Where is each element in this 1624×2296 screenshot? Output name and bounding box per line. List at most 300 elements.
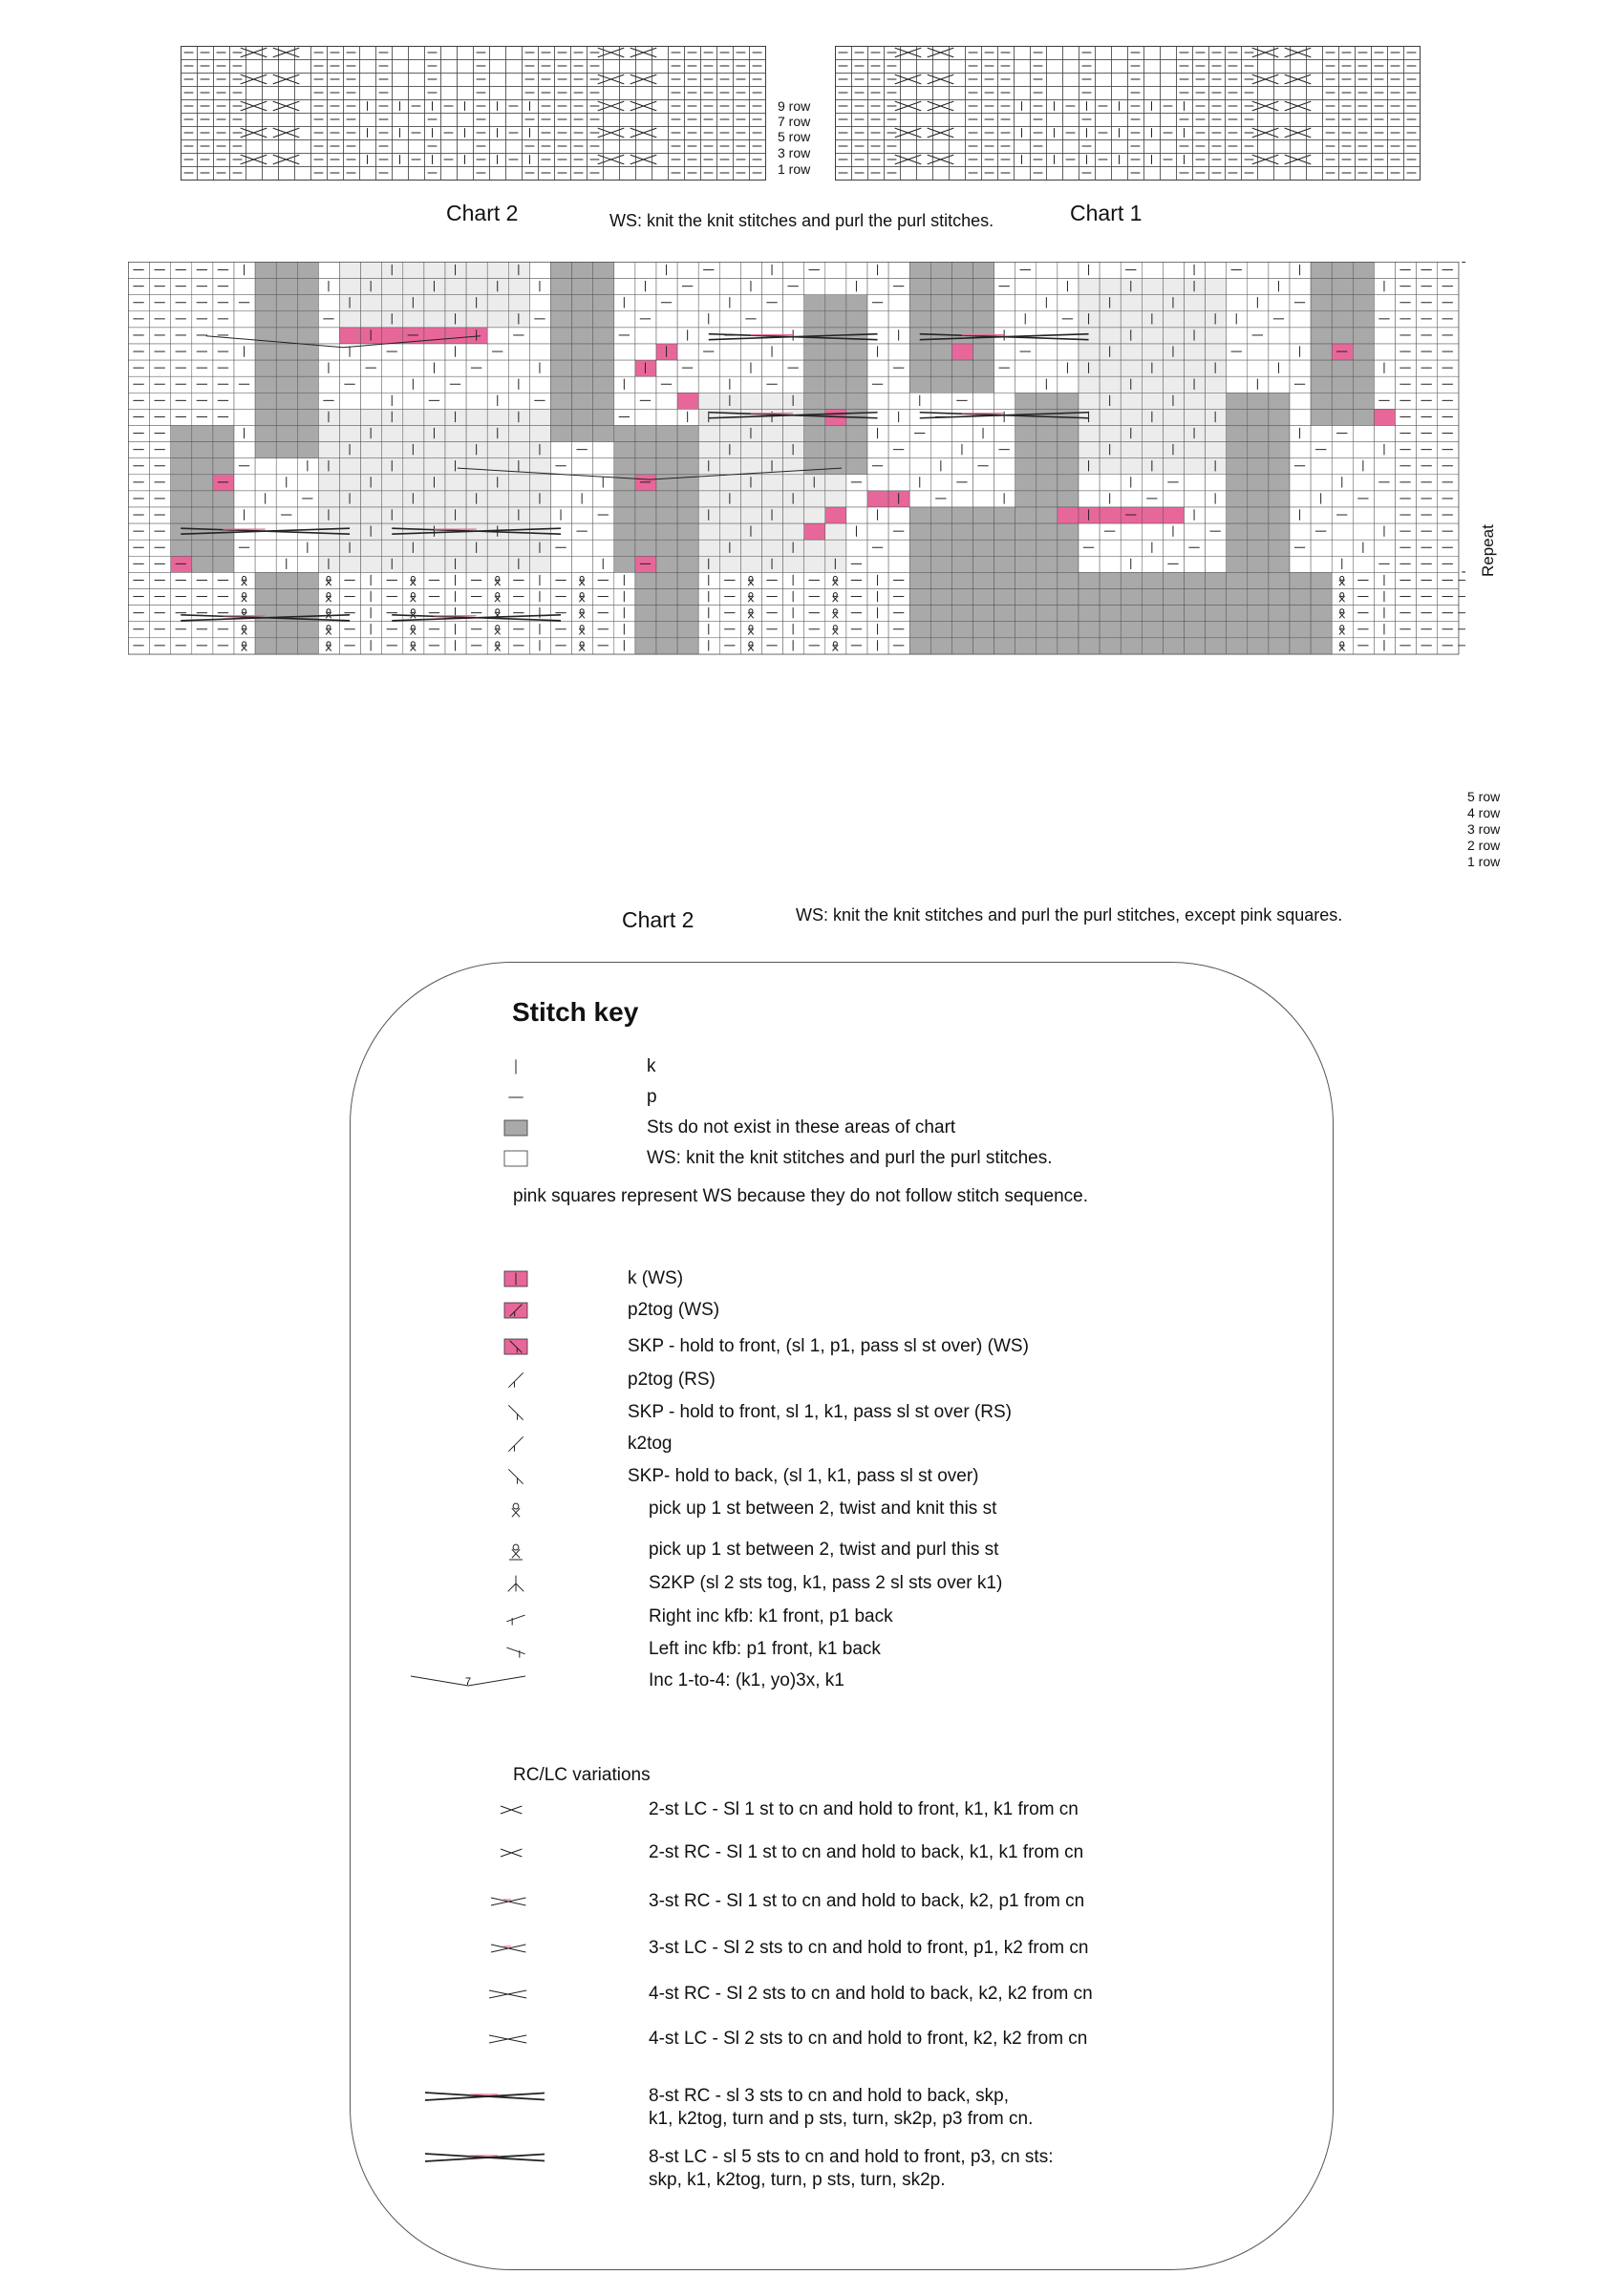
grid-cell: [614, 556, 635, 572]
grid-cell: [318, 360, 339, 376]
grid-cell: [656, 507, 677, 523]
grid-cell: [382, 426, 403, 442]
grid-cell: [276, 295, 297, 311]
grid-cell: [1163, 458, 1184, 475]
grid-cell: [1185, 523, 1206, 540]
grid-cell: [1036, 279, 1058, 295]
grid-cell: [1121, 458, 1142, 475]
grid-cell: [255, 295, 276, 311]
grid-cell: [508, 279, 529, 295]
grid-cell: [740, 622, 761, 638]
grid-cell: [1353, 540, 1374, 556]
grid-cell: [1058, 295, 1079, 311]
grid-cell: [572, 458, 593, 475]
grid-cell: [192, 475, 213, 491]
grid-cell: [1311, 263, 1332, 279]
grid-cell: [1121, 491, 1142, 507]
grid-cell: [1036, 622, 1058, 638]
grid-cell: [888, 606, 909, 622]
grid-cell: [297, 279, 318, 295]
grid-cell: [825, 263, 846, 279]
key-label: p: [647, 1087, 657, 1107]
grid-cell: [1374, 426, 1395, 442]
grid-cell: [762, 540, 783, 556]
grid-cell: [593, 328, 614, 344]
grid-cell: [1121, 360, 1142, 376]
grid-cell: [129, 523, 150, 540]
grid-cell: [192, 360, 213, 376]
grid-cell: [762, 606, 783, 622]
grid-cell: [677, 556, 698, 572]
grid-cell: [572, 376, 593, 393]
grid-cell: [635, 491, 656, 507]
cable-4st-rc-icon: [363, 1982, 545, 2011]
grid-cell: [1163, 491, 1184, 507]
grid-cell: [1311, 589, 1332, 606]
grid-cell: [1290, 311, 1311, 328]
grid-cell: [973, 311, 994, 328]
grid-cell: [698, 295, 719, 311]
grid-cell: [930, 556, 951, 572]
grid-cell: [255, 279, 276, 295]
grid-cell: [255, 638, 276, 654]
grid-cell: [1396, 328, 1417, 344]
grid-cell: [1269, 344, 1290, 360]
grid-cell: [551, 409, 572, 425]
grid-cell: [825, 589, 846, 606]
grid-cell: [1121, 638, 1142, 654]
grid-cell: [698, 328, 719, 344]
knit-icon: [363, 1054, 545, 1084]
grid-cell: [804, 279, 825, 295]
grid-cell: [825, 279, 846, 295]
grid-cell: [1311, 458, 1332, 475]
grid-cell: [1015, 442, 1036, 458]
grid-cell: [909, 589, 930, 606]
grid-cell: [424, 491, 445, 507]
key-label: 8-st LC - sl 5 sts to cn and hold to front, p3, cn sts:: [649, 2147, 1054, 2167]
grid-cell: [698, 540, 719, 556]
grid-cell: [951, 507, 972, 523]
grid-cell: [1227, 409, 1248, 425]
grid-cell: [1036, 426, 1058, 442]
grid-cell: [171, 523, 192, 540]
grid-cell: [909, 556, 930, 572]
grid-cell: [1248, 458, 1269, 475]
grid-cell: [994, 311, 1015, 328]
grid-cell: [424, 376, 445, 393]
grid-cell: [1311, 507, 1332, 523]
grid-cell: [1227, 376, 1248, 393]
grid-cell: [994, 295, 1015, 311]
grid-cell: [635, 523, 656, 540]
grid-cell: [318, 263, 339, 279]
grid-cell: [1332, 328, 1353, 344]
grid-cell: [1353, 409, 1374, 425]
key-label: Right inc kfb: k1 front, p1 back: [649, 1606, 893, 1626]
grid-cell: [466, 344, 487, 360]
main-chart-title: Chart 2: [622, 907, 694, 932]
grid-cell: [1290, 475, 1311, 491]
grid-cell: [593, 409, 614, 425]
grid-cell: [867, 393, 888, 409]
grid-cell: [572, 638, 593, 654]
grid-cell: [909, 328, 930, 344]
grid-cell: [846, 507, 867, 523]
grid-cell: [1058, 475, 1079, 491]
twist-purl-icon: [363, 1538, 545, 1567]
grid-cell: [1015, 360, 1036, 376]
grid-cell: [846, 263, 867, 279]
grid-cell: [867, 360, 888, 376]
grid-cell: [382, 606, 403, 622]
grid-cell: [1353, 393, 1374, 409]
grid-cell: [1100, 589, 1121, 606]
grid-cell: [551, 442, 572, 458]
grid-cell: [1015, 376, 1036, 393]
grid-cell: [551, 328, 572, 344]
grid-cell: [1163, 638, 1184, 654]
grid-cell: [445, 426, 466, 442]
grid-cell: [297, 491, 318, 507]
top-chart-2-title: Chart 2: [446, 201, 519, 225]
grid-cell: [1142, 523, 1163, 540]
grid-cell: [466, 409, 487, 425]
grid-cell: [804, 442, 825, 458]
grid-cell: [445, 491, 466, 507]
grid-cell: [1058, 523, 1079, 540]
grid-cell: [1227, 572, 1248, 588]
grid-cell: [1353, 458, 1374, 475]
grid-cell: [297, 572, 318, 588]
grid-cell: [1374, 540, 1395, 556]
grid-cell: [361, 295, 382, 311]
grid-cell: [1058, 638, 1079, 654]
grid-cell: [677, 295, 698, 311]
grid-cell: [234, 556, 255, 572]
skp-rs-icon: [363, 1400, 545, 1430]
grid-cell: [804, 523, 825, 540]
grid-cell: [1417, 360, 1438, 376]
key-label: pick up 1 st between 2, twist and purl this st: [649, 1540, 999, 1560]
grid-cell: [276, 442, 297, 458]
grid-cell: [698, 475, 719, 491]
grid-cell: [213, 491, 234, 507]
grid-cell: [1269, 475, 1290, 491]
grid-cell: [1121, 311, 1142, 328]
grid-cell: [930, 638, 951, 654]
grid-cell: [1290, 638, 1311, 654]
grid-cell: [1353, 295, 1374, 311]
grid-cell: [1332, 540, 1353, 556]
grid-cell: [340, 311, 361, 328]
grid-cell: [572, 328, 593, 344]
grid-cell: [951, 426, 972, 442]
grid-cell: [382, 295, 403, 311]
grid-cell: [1142, 328, 1163, 344]
grid-cell: [698, 393, 719, 409]
cable-2st-lc-icon: [363, 1797, 545, 1827]
grid-cell: [825, 606, 846, 622]
grid-cell: [382, 376, 403, 393]
grid-cell: [1227, 475, 1248, 491]
grid-cell: [318, 523, 339, 540]
grid-cell: [593, 606, 614, 622]
grid-cell: [487, 622, 508, 638]
grid-cell: [234, 572, 255, 588]
grid-cell: [1036, 442, 1058, 458]
grid-cell: [192, 507, 213, 523]
cable-2st-rc-icon: [363, 1840, 545, 1870]
grid-cell: [973, 507, 994, 523]
grid-cell: [994, 523, 1015, 540]
grid-cell: [234, 589, 255, 606]
grid-cell: [1121, 540, 1142, 556]
grid-cell: [1079, 556, 1100, 572]
grid-cell: [1142, 606, 1163, 622]
grid-cell: [318, 409, 339, 425]
grid-cell: [445, 540, 466, 556]
grid-cell: [1142, 589, 1163, 606]
grid-cell: [1121, 442, 1142, 458]
grid-cell: [973, 556, 994, 572]
grid-cell: [804, 458, 825, 475]
grid-cell: [361, 507, 382, 523]
grid-cell: [1311, 295, 1332, 311]
grid-cell: [804, 393, 825, 409]
grid-cell: [1058, 376, 1079, 393]
grid-cell: [951, 376, 972, 393]
grid-cell: [129, 442, 150, 458]
grid-cell: [361, 572, 382, 588]
grid-cell: [1100, 556, 1121, 572]
grid-cell: [1227, 360, 1248, 376]
grid-cell: [951, 311, 972, 328]
grid-cell: [1015, 523, 1036, 540]
grid-cell: [994, 556, 1015, 572]
grid-cell: [171, 279, 192, 295]
grid-cell: [994, 279, 1015, 295]
grid-cell: [1058, 540, 1079, 556]
grid-cell: [677, 279, 698, 295]
grid-cell: [150, 606, 171, 622]
white-square-icon: [363, 1146, 545, 1176]
grid-cell: [740, 295, 761, 311]
grid-cell: [318, 376, 339, 393]
grid-cell: [740, 589, 761, 606]
grid-cell: [1079, 523, 1100, 540]
grid-cell: [403, 311, 424, 328]
grid-cell: [508, 442, 529, 458]
grid-cell: [1163, 589, 1184, 606]
grid-cell: [994, 376, 1015, 393]
grid-cell: [825, 638, 846, 654]
grid-cell: [1248, 556, 1269, 572]
grid-cell: [1079, 622, 1100, 638]
grid-cell: [1100, 606, 1121, 622]
grid-cell: [1058, 344, 1079, 360]
grid-cell: [445, 393, 466, 409]
grid-cell: [487, 295, 508, 311]
stitch-key-title: Stitch key: [512, 997, 639, 1027]
grid-cell: [762, 475, 783, 491]
grid-cell: [1036, 491, 1058, 507]
grid-cell: [1227, 622, 1248, 638]
grid-cell: [677, 572, 698, 588]
grid-cell: [1079, 589, 1100, 606]
grid-cell: [318, 295, 339, 311]
grid-cell: [1058, 458, 1079, 475]
grid-cell: [382, 540, 403, 556]
grid-cell: [1079, 572, 1100, 588]
grid-cell: [1374, 409, 1395, 425]
grid-cell: [276, 458, 297, 475]
grid-cell: [1058, 507, 1079, 523]
grid-cell: [1290, 279, 1311, 295]
grid-cell: [930, 606, 951, 622]
grid-cell: [234, 491, 255, 507]
grid-cell: [994, 606, 1015, 622]
grid-cell: [804, 426, 825, 442]
grid-cell: [1058, 442, 1079, 458]
grid-cell: [192, 556, 213, 572]
grid-cell: [1248, 572, 1269, 588]
grid-cell: [740, 556, 761, 572]
grid-cell: [340, 279, 361, 295]
left-inc-icon: [363, 1637, 545, 1667]
grid-cell: [1290, 409, 1311, 425]
grid-cell: [1058, 426, 1079, 442]
grid-cell: [740, 638, 761, 654]
key-label: pick up 1 st between 2, twist and knit this st: [649, 1499, 997, 1519]
grid-cell: [783, 344, 804, 360]
grid-cell: [1036, 360, 1058, 376]
grid-cell: [466, 376, 487, 393]
grid-cell: [783, 556, 804, 572]
grid-cell: [973, 622, 994, 638]
grid-cell: [1015, 458, 1036, 475]
grid-cell: [656, 606, 677, 622]
grid-cell: [1142, 507, 1163, 523]
grid-cell: [1438, 606, 1459, 622]
grid-cell: [614, 344, 635, 360]
grid-cell: [424, 442, 445, 458]
grid-cell: [1015, 393, 1036, 409]
grid-cell: [973, 572, 994, 588]
grid-cell: [361, 360, 382, 376]
grid-cell: [994, 572, 1015, 588]
grid-cell: [1374, 328, 1395, 344]
grid-cell: [1206, 295, 1227, 311]
key-label: Inc 1-to-4: (k1, yo)3x, k1: [649, 1670, 844, 1690]
grid-cell: [846, 311, 867, 328]
grid-cell: [150, 360, 171, 376]
grid-cell: [1396, 606, 1417, 622]
grid-cell: [994, 507, 1015, 523]
grid-cell: [1185, 638, 1206, 654]
grid-cell: [297, 442, 318, 458]
grid-cell: [635, 442, 656, 458]
grid-cell: [1100, 458, 1121, 475]
grid-cell: [572, 540, 593, 556]
grid-cell: [1015, 475, 1036, 491]
grid-cell: [572, 426, 593, 442]
grid-cell: [150, 409, 171, 425]
grid-cell: [1248, 442, 1269, 458]
grid-cell: [192, 540, 213, 556]
grid-cell: [255, 311, 276, 328]
grid-cell: [1332, 458, 1353, 475]
row-label: 3 row: [1467, 821, 1501, 837]
grid-cell: [1163, 507, 1184, 523]
grid-cell: [1036, 606, 1058, 622]
grid-cell: [951, 556, 972, 572]
grid-cell: [930, 572, 951, 588]
grid-cell: [1142, 409, 1163, 425]
grid-cell: [1290, 622, 1311, 638]
pink-note: pink squares represent WS because they do not follow stitch sequence.: [513, 1186, 1089, 1206]
grid-cell: [1185, 556, 1206, 572]
grid-cell: [1206, 622, 1227, 638]
key-label: S2KP (sl 2 sts tog, k1, pass 2 sl sts over k1): [649, 1573, 1003, 1593]
grid-cell: [1269, 606, 1290, 622]
grid-cell: [297, 409, 318, 425]
grid-cell: [445, 475, 466, 491]
grid-cell: [973, 393, 994, 409]
cable-8st-lc-icon: [363, 2145, 545, 2175]
grid-cell: [635, 540, 656, 556]
grid-cell: [783, 376, 804, 393]
grid-cell: [487, 589, 508, 606]
grid-cell: [888, 311, 909, 328]
grid-cell: [1015, 540, 1036, 556]
grid-cell: [825, 426, 846, 442]
grid-cell: [1206, 507, 1227, 523]
grid-cell: [403, 279, 424, 295]
grid-cell: [1142, 393, 1163, 409]
grid-cell: [487, 540, 508, 556]
grid-cell: [930, 589, 951, 606]
grid-cell: [1015, 507, 1036, 523]
grid-cell: [677, 344, 698, 360]
grid-cell: [255, 263, 276, 279]
grid-cell: [529, 263, 550, 279]
grid-cell: [719, 426, 740, 442]
grid-cell: [572, 295, 593, 311]
grid-cell: [276, 409, 297, 425]
grid-cell: [318, 540, 339, 556]
grid-cell: [973, 540, 994, 556]
grid-cell: [909, 263, 930, 279]
grid-cell: [466, 360, 487, 376]
grid-cell: [361, 491, 382, 507]
grid-cell: [1248, 393, 1269, 409]
grid-cell: [1311, 622, 1332, 638]
grid-cell: [1185, 475, 1206, 491]
grid-cell: [234, 409, 255, 425]
grid-cell: [1206, 589, 1227, 606]
grid-cell: [297, 328, 318, 344]
grid-cell: [1374, 344, 1395, 360]
grid-cell: [1353, 491, 1374, 507]
grid-cell: [888, 540, 909, 556]
grid-cell: [783, 279, 804, 295]
grid-cell: [1311, 376, 1332, 393]
grid-cell: [888, 263, 909, 279]
grid-cell: [1353, 523, 1374, 540]
grid-cell: [1100, 328, 1121, 344]
grid-cell: [1100, 523, 1121, 540]
